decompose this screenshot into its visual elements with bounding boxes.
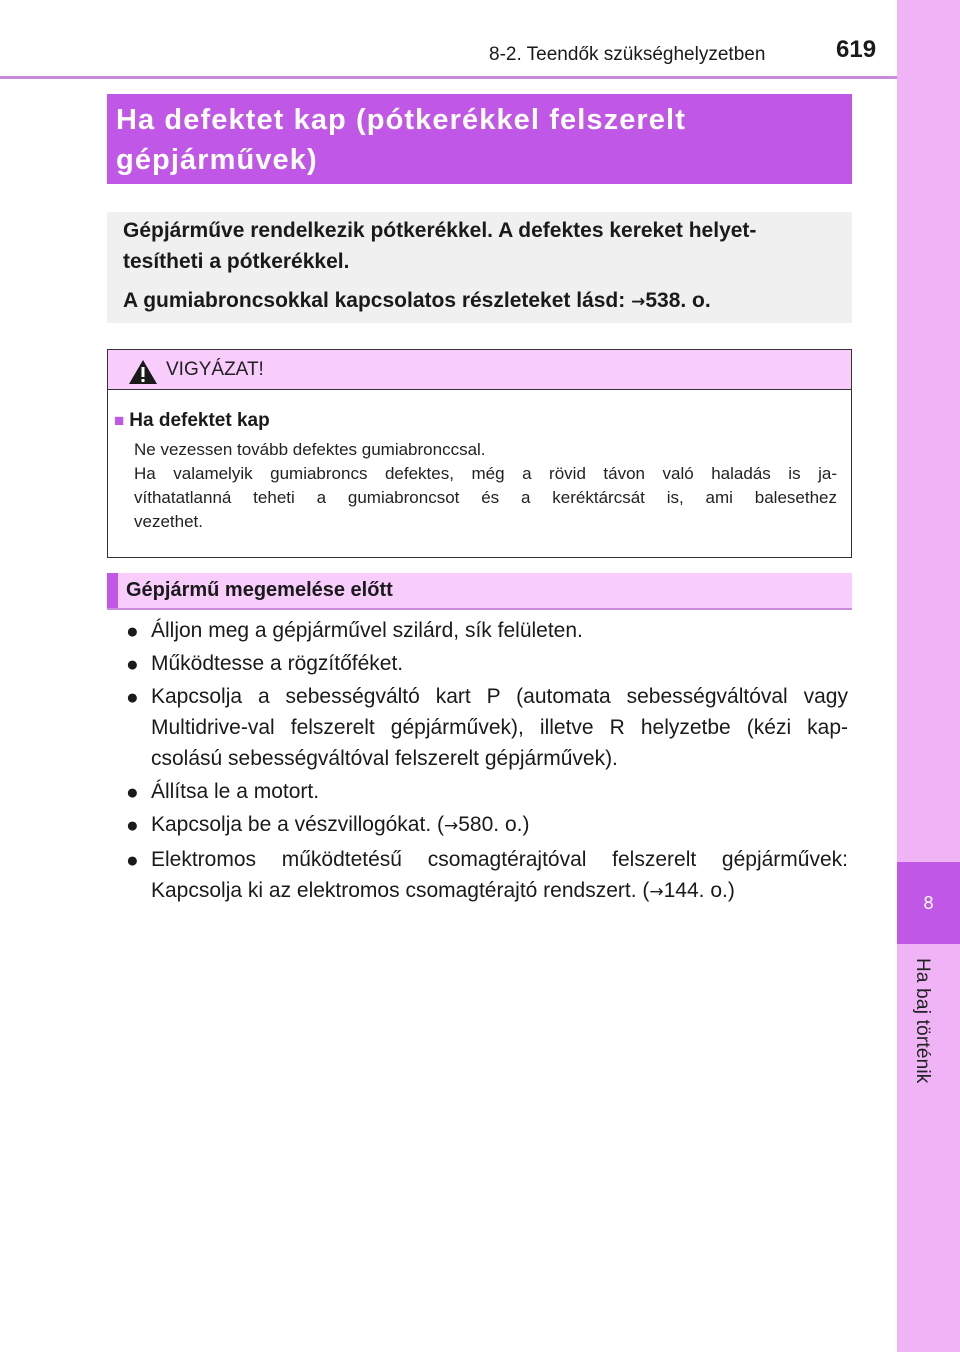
page-reference-link[interactable]: 144. o.): [663, 879, 735, 902]
warning-box: [107, 349, 852, 558]
list-item-text-part: Kapcsolja ki az elektromos csomagtérajtó rendszert. (: [151, 879, 650, 902]
warning-text: [114, 433, 837, 534]
list-item: [126, 776, 848, 807]
arrow-icon: →: [649, 882, 664, 902]
warning-line1: Ne vezessen tovább defektes gumiabronccsal.: [134, 440, 486, 459]
intro-box: [107, 212, 852, 323]
intro-line2: tesítheti a pótkerékkel.: [123, 250, 350, 273]
list-item-text: [151, 844, 848, 908]
header-divider: [0, 76, 897, 79]
list-item-text: [151, 809, 848, 842]
page-number: 619: [836, 36, 877, 63]
section-heading-text: Gépjármű megemelése előtt: [126, 579, 393, 601]
bullet-dot-icon: ●: [126, 620, 139, 643]
page-title-line2: gépjárművek): [116, 144, 318, 176]
intro-reference-text: A gumiabroncsokkal kapcsolatos részleteket lásd:: [123, 289, 632, 312]
list-item-line: [151, 875, 848, 908]
warning-line2: Ha valamelyik gumiabroncs defektes, még a rövid távon való haladás is ja-: [134, 464, 837, 483]
list-item-text: Állítsa le a motort.: [151, 780, 320, 803]
warning-line4: vezethet.: [134, 512, 203, 531]
arrow-icon: →: [631, 292, 646, 312]
page-reference-link[interactable]: 580. o.): [458, 813, 530, 836]
list-item-line: Kapcsolja a sebességváltó kart P (automata sebességváltóval vagy: [151, 685, 848, 708]
chapter-side-tab: [897, 0, 960, 1352]
bullet-dot-icon: ●: [126, 653, 139, 676]
list-item-text: Álljon meg a gépjárművel szilárd, sík felületen.: [151, 619, 583, 642]
square-bullet-icon: ■: [114, 411, 125, 430]
warning-line3: víthatatlanná teheti a gumiabroncsot és a keréktárcsát is, ami balesethez: [134, 488, 837, 507]
bullet-dot-icon: ●: [126, 814, 139, 837]
list-item-line: csolású sebességváltóval felszerelt gépjárművek).: [151, 747, 618, 770]
list-item-text-part: Kapcsolja be a vészvillogókat. (: [151, 813, 444, 836]
bullet-dot-icon: ●: [126, 781, 139, 804]
warning-triangle-icon: [128, 359, 158, 385]
chapter-title: Ha baj történik: [912, 958, 933, 1084]
chapter-number: 8: [897, 862, 960, 944]
header-section-title: 8-2. Teendők szükséghelyzetben: [489, 44, 766, 65]
list-item: [126, 809, 848, 842]
list-item-line: Multidrive-val felszerelt gépjárművek), illetve R helyzetbe (kézi kap-: [151, 716, 848, 739]
intro-paragraph: [107, 212, 852, 277]
warning-subtitle: [114, 409, 837, 433]
bullet-list: [126, 615, 848, 910]
bullet-dot-icon: ●: [126, 686, 139, 709]
list-item: [126, 615, 848, 646]
intro-reference-link[interactable]: 538. o.: [645, 289, 711, 312]
list-item: [126, 844, 848, 908]
warning-caption: VIGYÁZAT!: [166, 359, 264, 380]
list-item: [126, 681, 848, 774]
title-banner: [107, 94, 852, 184]
page-title: [107, 94, 852, 180]
list-item-text: Működtesse a rögzítőféket.: [151, 652, 404, 675]
intro-reference: [107, 277, 852, 318]
intro-line1: Gépjárműve rendelkezik pótkerékkel. A defektes kereket helyet-: [123, 219, 757, 242]
section-heading-bar: [107, 573, 118, 608]
arrow-icon: →: [444, 816, 459, 836]
section-heading: [107, 573, 852, 610]
list-item-line: Elektromos működtetésű csomagtérajtóval felszerelt gépjárművek:: [151, 848, 848, 871]
list-item-text: [151, 681, 848, 774]
warning-header: [108, 350, 851, 390]
bullet-dot-icon: ●: [126, 849, 139, 872]
list-item: [126, 648, 848, 679]
warning-subtitle-text: Ha defektet kap: [129, 410, 270, 431]
warning-body: [108, 390, 851, 534]
page-title-line1: Ha defektet kap (pótkerékkel felszerelt: [116, 104, 686, 136]
